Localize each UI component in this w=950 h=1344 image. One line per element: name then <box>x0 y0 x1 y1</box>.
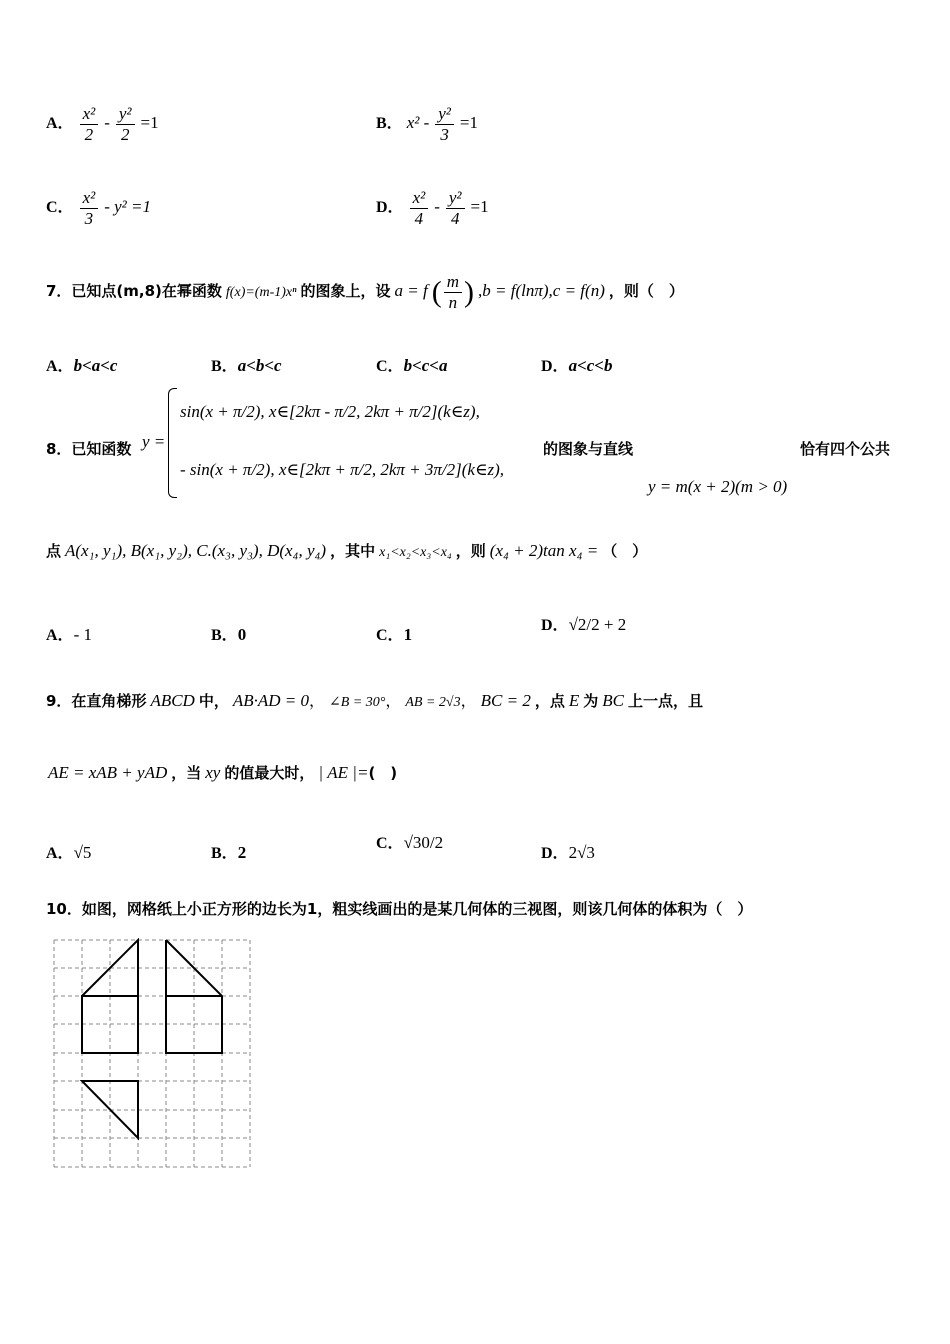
q10-stem: 10．如图，网格纸上小正方形的边长为1，粗实线画出的是某几何体的三视图，则该几何体的体积为（ ） <box>46 900 753 918</box>
vector-equation: AE = xAB + yAD <box>48 763 168 782</box>
q9-option-b[interactable]: B．2 <box>211 843 247 862</box>
q7-stem: 7．已知点(m,8)在幂函数 f(x)=(m-1)xⁿ 的图象上，设 a = f ( $\frac{m}{n}$ ) ,b = f(lnπ),c = f(n) ，则（ ） <box>46 272 684 312</box>
power-function: f(x)=(m-1)xⁿ <box>225 285 297 301</box>
q8-stem-2: 点 A(x₁, y₁), B(x₁, y₂), C.(x₃, y₃), D(x₄, y₄) ，其中 x₁<x₂<x₃<x₄ ，则 (x₄ + 2)tan x₄ = （ ） <box>46 541 648 560</box>
q9-option-c[interactable]: C．√30/2 <box>376 833 444 852</box>
q8-option-a[interactable]: A．- 1 <box>46 625 92 644</box>
q8-line: y = m(x + 2)(m > 0) <box>648 477 788 496</box>
q9-option-a[interactable]: A．√5 <box>46 843 92 862</box>
fraction: $\frac{\text{x²}}{4}$ <box>410 188 429 229</box>
q7-option-d[interactable]: D．a<c<b <box>541 356 613 375</box>
q6-option-c[interactable]: C． $\frac{\text{x²}}{3}$ - y² =1 <box>46 188 151 228</box>
option-label: D． <box>376 199 404 217</box>
q8-option-b[interactable]: B．0 <box>211 625 247 644</box>
dot-product: AB·AD = 0 <box>232 691 310 710</box>
q8-case-2: - sin(x + π/2), x∈[2kπ + π/2, 2kπ + 3π/2](k∈z), <box>180 460 505 479</box>
q6-option-b[interactable]: B． x² - $\frac{\text{y²}}{3}$ =1 <box>376 104 478 144</box>
fraction: $\frac{\text{x²}}{3}$ <box>80 188 99 229</box>
three-view-figure <box>52 938 252 1170</box>
q8-y-eq: y = <box>142 432 166 451</box>
fraction: $\frac{\text{x²}}{2}$ <box>80 104 99 145</box>
fraction: $\frac{\text{y²}}{2}$ <box>116 104 135 145</box>
q8-case-1: sin(x + π/2), x∈[2kπ - π/2, 2kπ + π/2](k∈z), <box>180 402 480 421</box>
option-label: C． <box>46 199 74 217</box>
q8-option-d[interactable]: D．√2/2 + 2 <box>541 615 627 634</box>
q8-brace <box>168 388 177 498</box>
q6-option-d[interactable]: D． $\frac{\text{x²}}{4}$ - $\frac{\text{y²}}{4}$ =1 <box>376 188 489 228</box>
fraction: $\frac{\text{y²}}{3}$ <box>435 104 454 145</box>
q7-option-c[interactable]: C．b<c<a <box>376 356 448 375</box>
option-label: A． <box>46 115 74 133</box>
fraction: $\frac{\text{y²}}{4}$ <box>446 188 465 229</box>
q8-stem-a: 8．已知函数 <box>46 440 132 458</box>
q7-option-a[interactable]: A．b<a<c <box>46 356 118 375</box>
q7-option-b[interactable]: B．a<b<c <box>211 356 282 375</box>
points: A(x₁, y₁), B(x₁, y₂), C.(x₃, y₃), D(x₄, y₄) <box>65 541 327 560</box>
option-label: B． <box>376 115 403 133</box>
q8-stem-c: 恰有四个公共 <box>800 440 891 458</box>
q9-stem-2: AE = xAB + yAD ，当 xy 的值最大时， | AE |=( ) <box>48 763 398 782</box>
q9-option-d[interactable]: D．2√3 <box>541 843 595 862</box>
q9-stem: 9．在直角梯形 ABCD 中， AB·AD = 0， ∠B = 30°， AB = 2√3， BC = 2 ，点 E 为 BC 上一点，且 <box>46 691 703 710</box>
q6-option-a[interactable]: A． $\frac{\text{x²}}{2}$ - $\frac{\text{y²}}{2}$ =1 <box>46 104 159 144</box>
q8-stem-b: 的图象与直线 <box>543 440 634 458</box>
q8-option-c[interactable]: C．1 <box>376 625 413 644</box>
